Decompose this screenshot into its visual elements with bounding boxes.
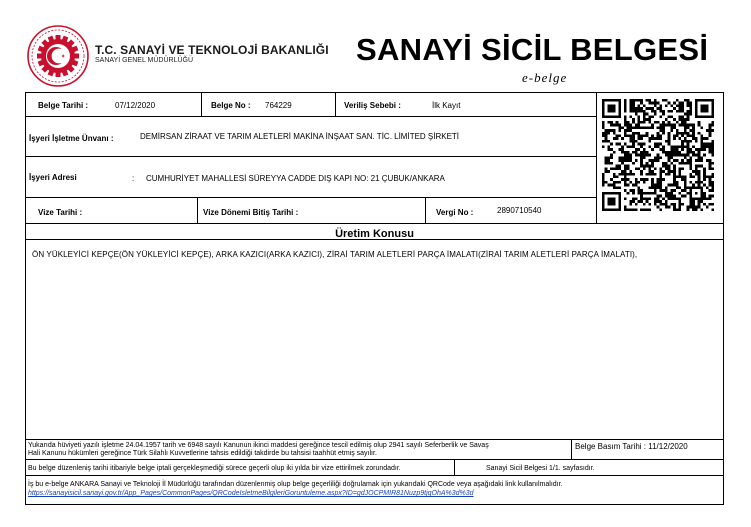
print-date: Belge Basım Tarihi : 11/12/2020 <box>575 442 688 451</box>
department-name: SANAYİ GENEL MÜDÜRLÜĞÜ <box>95 57 194 64</box>
issue-reason-value: İlk Kayıt <box>432 101 461 110</box>
verification-text: İş bu e-belge ANKARA Sanayi ve Teknoloji İl Müdürlüğü tarafından düzenlenmiş olup belge geçerliliği doğrulamak için yukarıdaki QRCode veya aşağıdaki link kullanılmalıdır. <box>28 481 563 488</box>
document-title: SANAYİ SİCİL BELGESİ <box>356 32 709 67</box>
issue-reason-label: Veriliş Sebebi : <box>344 101 401 110</box>
address-value: CUMHURİYET MAHALLESİ SÜREYYA CADDE DIŞ KAPI NO: 21 ÇUBUK/ANKARA <box>146 174 445 183</box>
tax-no-value: 2890710540 <box>497 206 542 215</box>
production-title: Üretim Konusu <box>335 228 414 240</box>
certificate-frame <box>25 92 724 505</box>
date-value: 07/12/2020 <box>115 101 156 110</box>
certificate-no-value: 764229 <box>265 101 292 110</box>
production-text: ÖN YÜKLEYİCİ KEPÇE(ÖN YÜKLEYİCİ KEPÇE), ARKA KAZICI(ARKA KAZICI), ZİRAİ TARIM ALETLERİ PARÇA İMALATI(ZİRAİ TARIM ALETLERİ PARÇA İMALATI), <box>32 250 638 259</box>
ministry-logo-icon <box>27 25 89 87</box>
qr-code-icon <box>602 99 714 211</box>
validity-text: Bu belge düzenleniş tarihi itibariyle belge iptali gerçekleşmediği sürece geçerli olup iki yılda bir vize ettirilmek zorundadır. <box>28 465 401 472</box>
ministry-name: T.C. SANAYİ VE TEKNOLOJİ BAKANLIĞI <box>95 43 329 57</box>
visa-date-label: Vize Tarihi : <box>38 208 83 217</box>
company-value: DEMİRSAN ZİRAAT VE TARIM ALETLERİ MAKİNA İNŞAAT SAN. TİC. LİMİTED ŞİRKETİ <box>140 132 460 141</box>
verification-link[interactable]: https://sanayisicil.sanayi.gov.tr/App_Pages/CommonPages/QRCodeIsletmeBilgileriGoruntuleme.aspx?ID=gdJOCPMIR81Nuzp9tjqOhA%3d%3d <box>28 490 474 497</box>
page-info: Sanayi Sicil Belgesi 1/1. sayfasıdır. <box>486 465 595 472</box>
certificate-no-label: Belge No : <box>211 101 251 110</box>
date-label: Belge Tarihi : <box>38 101 89 110</box>
address-colon: : <box>132 174 135 183</box>
law-text-line1: Yukarıda hüviyeti yazılı işletme 24.04.1957 tarih ve 6948 sayılı Kanunun ikinci maddesi gereğince tescil edilmiş olup 2941 sayılı Seferberlik ve Savaş <box>28 442 489 449</box>
address-label: İşyeri Adresi <box>29 173 77 182</box>
company-label: İşyeri İşletme Ünvanı : <box>29 134 114 143</box>
document-header <box>0 0 751 92</box>
e-belge-subtitle: e-belge <box>522 70 568 85</box>
law-text-line2: Hali Kanunu hükümleri gereğince Türk Silahlı Kuvvetlerine tahsis edildiği takdirde bu tahsisi taahhüt etmiş sayılır. <box>28 450 377 457</box>
visa-end-label: Vize Dönemi Bitiş Tarihi : <box>203 208 299 217</box>
tax-no-label: Vergi No : <box>436 208 474 217</box>
